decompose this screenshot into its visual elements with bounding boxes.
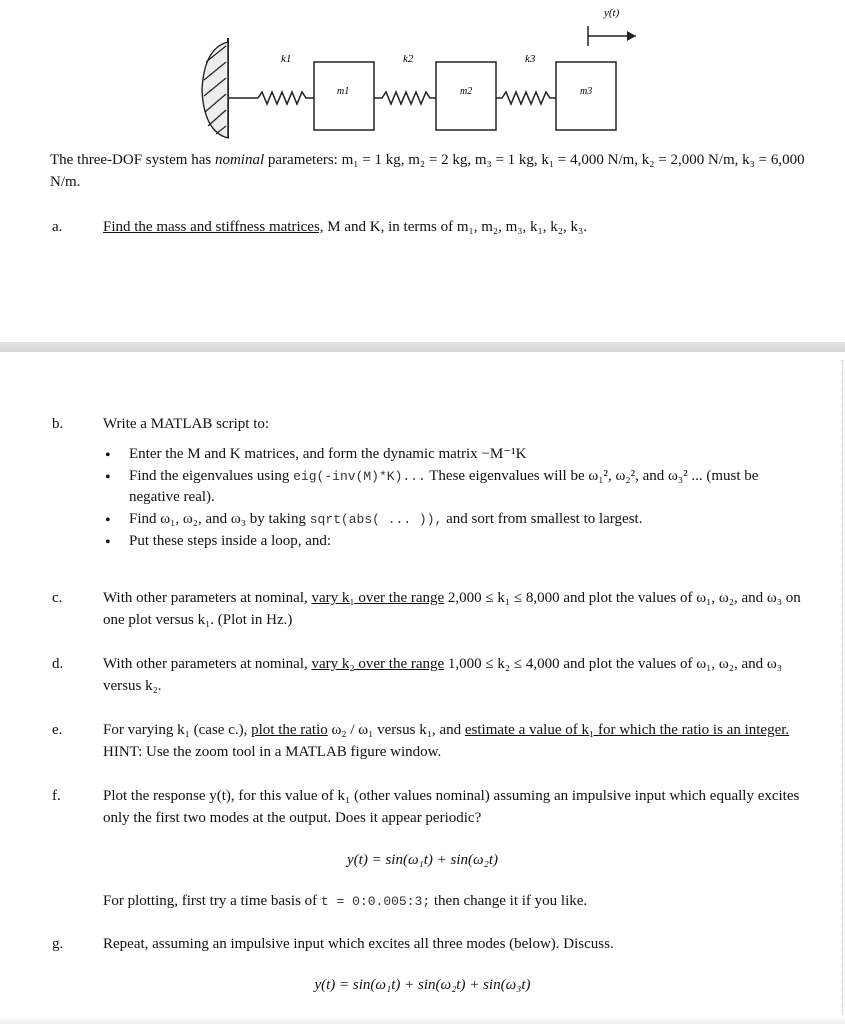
k1-label: k1 bbox=[281, 53, 292, 65]
item-a-label: a. bbox=[52, 219, 63, 235]
bullet-4 bbox=[129, 531, 803, 553]
item-a-text bbox=[103, 217, 803, 239]
item-g-equation bbox=[0, 975, 845, 997]
spring-k2 bbox=[374, 92, 436, 104]
intro-params: parameters: m₁ = 1 kg, m₂ = 2 kg, m₃ = 1 kg, k₁ = 4,000 N/m, k₂ = 2,000 N/m, k₃ = 6,000 N/m. bbox=[50, 152, 805, 190]
bullet-3-code: sqrt(abs( ... )), bbox=[309, 512, 443, 527]
item-e-u1: plot the ratio bbox=[251, 722, 328, 738]
item-a-rest: M and K, in terms of m₁, m₂, m₃, k₁, k₂, k₃. bbox=[323, 219, 587, 235]
bottom-edge bbox=[0, 1016, 845, 1024]
item-g-equation-text: y(t) = sin(ω₁t) + sin(ω₂t) + sin(ω₃t) bbox=[314, 977, 531, 993]
item-e-mid: ω₂ / ω₁ versus k₁, and bbox=[327, 722, 465, 738]
item-a-underlined: Find the mass and stiffness matrices, bbox=[103, 219, 324, 235]
item-f-equation bbox=[0, 850, 845, 872]
item-e-post: HINT: Use the zoom tool in a MATLAB figure window. bbox=[103, 743, 442, 760]
item-b-label: b. bbox=[52, 416, 64, 432]
bullet-2-code: eig(-inv(M)*K)... bbox=[293, 468, 426, 484]
item-f-plot-post: then change it if you like. bbox=[430, 893, 588, 909]
item-c-label: c. bbox=[52, 590, 63, 606]
item-d-label: d. bbox=[52, 656, 64, 672]
bullet-3-text: Find ω₁, ω₂, and ω₃ by taking bbox=[129, 511, 306, 527]
m3-label: m3 bbox=[580, 86, 593, 97]
item-f-label: f. bbox=[52, 788, 61, 804]
intro-lead: The three-DOF system has bbox=[50, 152, 212, 168]
item-f-text: Plot the response y(t), for this value of k₁ (other values nominal) assuming an impulsive input which equally excites only the first two modes at the output. Does it appear periodic? bbox=[103, 788, 800, 826]
page-separator bbox=[0, 342, 845, 352]
item-b-bullets bbox=[103, 444, 803, 553]
right-edge-dots bbox=[842, 360, 843, 1014]
intro-nominal: nominal bbox=[214, 152, 265, 168]
item-c-pre: With other parameters at nominal, bbox=[103, 590, 312, 606]
item-f-plot-code: t = 0:0.005:3; bbox=[320, 894, 431, 909]
output-arrowhead bbox=[627, 31, 636, 41]
item-d-underlined: vary k₂ over the range bbox=[311, 656, 445, 672]
item-f-plot-note bbox=[103, 891, 803, 913]
item-c-text bbox=[103, 588, 803, 632]
item-e-text bbox=[103, 720, 803, 764]
output-label: y(t) bbox=[604, 7, 620, 19]
item-d-post: 1,000 ≤ k₂ ≤ 4,000 and plot the values of ω₁, ω₂, and ω₃ versus k₂. bbox=[103, 656, 782, 694]
bullet-3 bbox=[129, 509, 803, 531]
item-d-pre: With other parameters at nominal, bbox=[103, 656, 312, 672]
bullet-3-rest: and sort from smallest to largest. bbox=[442, 511, 643, 527]
item-d-text bbox=[103, 654, 803, 698]
item-f-equation-text: y(t) = sin(ω₁t) + sin(ω₂t) bbox=[347, 852, 498, 868]
m2-label: m2 bbox=[460, 86, 473, 97]
bullet-4-text: Put these steps inside a loop, and: bbox=[129, 532, 332, 549]
item-e-label: e. bbox=[52, 722, 63, 738]
item-f-plot-pre: For plotting, first try a time basis of bbox=[103, 893, 321, 909]
k3-label: k3 bbox=[525, 53, 536, 65]
item-e-pre: For varying k₁ (case c.), bbox=[103, 722, 252, 738]
spring-mass-diagram bbox=[180, 0, 660, 145]
intro-paragraph bbox=[50, 150, 820, 194]
bullet-2 bbox=[129, 466, 803, 510]
item-e-u2: estimate a value of k₁ for which the ratio is an integer. bbox=[464, 722, 790, 738]
bullet-1 bbox=[129, 444, 803, 466]
item-c-underlined: vary k₁ over the range bbox=[311, 590, 445, 606]
k2-label: k2 bbox=[403, 53, 414, 65]
wall-hatch bbox=[202, 42, 228, 138]
spring-k1 bbox=[258, 92, 314, 104]
item-b-body bbox=[103, 414, 803, 553]
item-c-post: 2,000 ≤ k₁ ≤ 8,000 and plot the values of ω₁, ω₂, and ω₃ on one plot versus k₁. (Plot in Hz.) bbox=[103, 590, 801, 628]
bullet-2-rest: These eigenvalues will be ω₁², ω₂², and ω₃² ... (must be negative real). bbox=[129, 467, 759, 506]
item-g-label: g. bbox=[52, 936, 64, 952]
item-g-text: Repeat, assuming an impulsive input which excites all three modes (below). Discuss. bbox=[103, 936, 614, 952]
m1-label: m1 bbox=[337, 86, 350, 97]
bullet-1-text: Enter the M and K matrices, and form the dynamic matrix −M⁻¹K bbox=[129, 445, 527, 462]
item-b-lead: Write a MATLAB script to: bbox=[103, 416, 270, 432]
spring-k3 bbox=[496, 92, 556, 104]
bullet-2-text: Find the eigenvalues using bbox=[129, 467, 290, 484]
